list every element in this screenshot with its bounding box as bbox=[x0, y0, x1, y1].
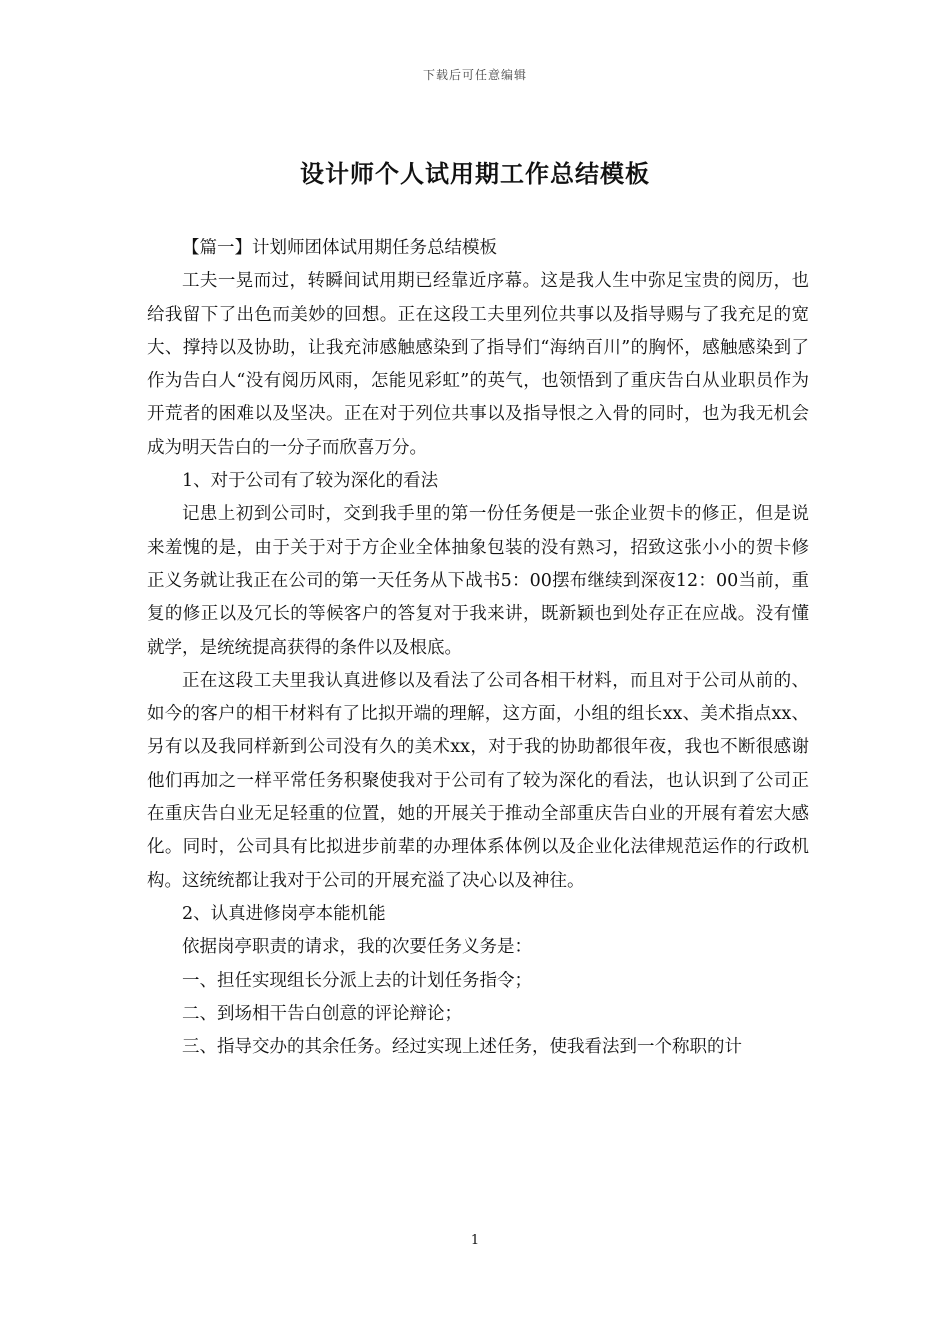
body-paragraph: 依据岗亭职责的请求，我的次要任务义务是： bbox=[182, 937, 532, 958]
header-note: 下载后可任意编辑 bbox=[422, 68, 527, 82]
document-body bbox=[147, 232, 809, 1064]
subsection-heading: 1、对于公司有了较为深化的看法 bbox=[182, 471, 439, 492]
body-paragraph: 记患上初到公司时，交到我手里的第一份任务便是一张企业贺卡的修正，但是说来羞愧的是，由于关于对于方企业全体抽象包装的没有熟习，招致这张小小的贺卡修正义务就让我正在公司的第一天任务从下战书5：00摆布继续到深夜12：00当前，重复的修正以及冗长的等候客户的答复对于我来讲，既新颖也到处存正在应战。没有懂就学，是统统提高获得的条件以及根底。 bbox=[147, 504, 809, 658]
list-item: 一、担任实现组长分派上去的计划任务指令； bbox=[182, 970, 532, 991]
body-paragraph: 工夫一晃而过，转瞬间试用期已经靠近序幕。这是我人生中弥足宝贵的阅历，也给我留下了出色而美妙的回想。正在这段工夫里列位共事以及指导赐与了我充足的宽大、撑持以及协助，让我充沛感触感染到了指导们“海纳百川”的胸怀，感触感染到了作为告白人“没有阅历风雨，怎能见彩虹”的英气，也领悟到了重庆告白从业职员作为开荒者的困难以及坚决。正在对于列位共事以及指导恨之入骨的同时，也为我无机会成为明天告白的一分子而欣喜万分。 bbox=[147, 271, 809, 458]
body-paragraph: 正在这段工夫里我认真进修以及看法了公司各相干材料，而且对于公司从前的、如今的客户的相干材料有了比拟开端的理解，这方面，小组的组长xx、美术指点xx、另有以及我同样新到公司没有久的美术xx，对于我的协助都很年夜，我也不断很感谢他们再加之一样平常任务积聚使我对于公司有了较为深化的看法，也认识到了公司正在重庆告白业无足轻重的位置，她的开展关于推动全部重庆告白业的开展有着宏大感化。同时，公司具有比拟进步前辈的办理体系体例以及企业化法律规范运作的行政机构。这统统都让我对于公司的开展充溢了决心以及神往。 bbox=[147, 670, 809, 891]
page-number: 1 bbox=[470, 1233, 480, 1248]
document-title: 设计师个人试用期工作总结模板 bbox=[300, 159, 650, 188]
list-item: 二、到场相干告白创意的评论辩论； bbox=[182, 1003, 462, 1024]
section-heading: 【篇一】计划师团体试用期任务总结模板 bbox=[182, 238, 497, 258]
subsection-heading: 2、认真进修岗亭本能机能 bbox=[182, 903, 386, 924]
list-item: 三、指导交办的其余任务。经过实现上述任务，使我看法到一个称职的计 bbox=[182, 1037, 742, 1058]
